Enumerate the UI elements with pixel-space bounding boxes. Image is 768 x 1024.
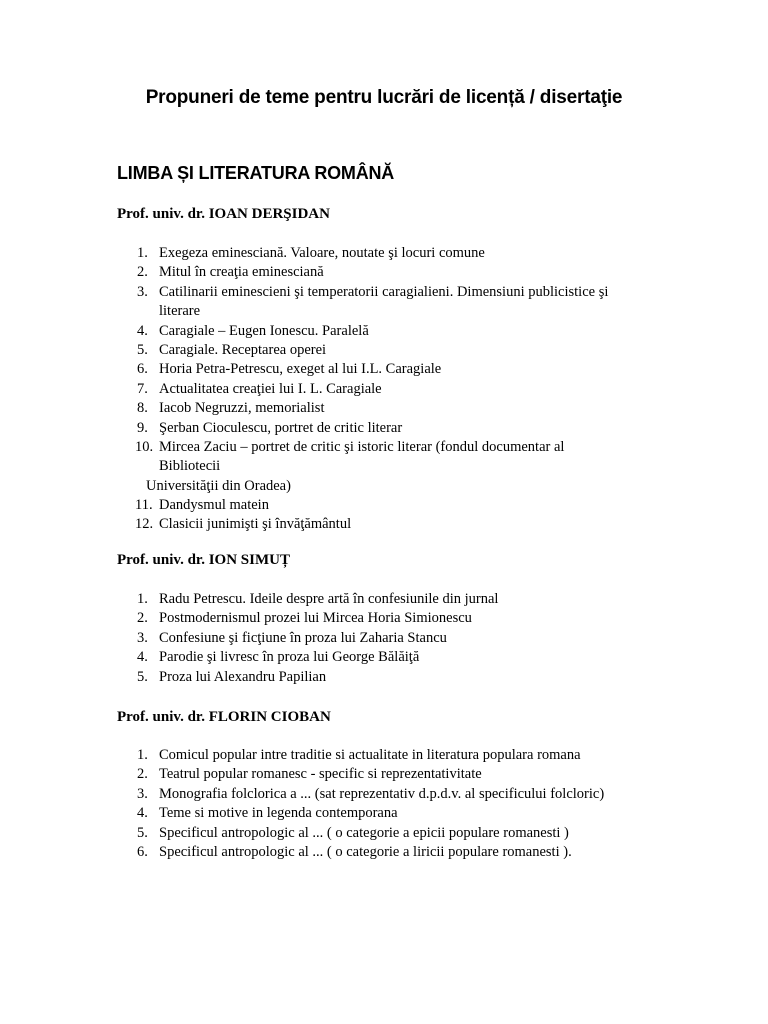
list-item: 9. Şerban Cioculescu, portret de critic literar bbox=[137, 419, 403, 436]
list-item-continuation: Universităţii din Oradea) bbox=[146, 477, 291, 494]
list-item: 12. Clasicii junimişti şi învăţământul bbox=[135, 516, 352, 533]
professor-heading: Prof. univ. dr. ION SIMUȚ bbox=[117, 552, 290, 568]
topic-list bbox=[0, 590, 768, 687]
list-item: 5. Proza lui Alexandru Papilian bbox=[137, 668, 327, 685]
list-item: 3. Monografia folclorica a ... (sat reprezentativ d.p.d.v. al specificului folcloric) bbox=[137, 785, 605, 802]
list-item: 5. Specificul antropologic al ... ( o categorie a epicii populare romanesti ) bbox=[137, 824, 569, 841]
section-title: LIMBA ȘI LITERATURA ROMÂNĂ bbox=[117, 163, 395, 183]
list-item: 4. Teme si motive in legenda contemporana bbox=[137, 805, 398, 822]
list-item-continuation: Bibliotecii bbox=[159, 458, 221, 475]
list-item: 7. Actualitatea creaţiei lui I. L. Caragiale bbox=[137, 380, 382, 397]
list-item: 2. Teatrul popular romanesc - specific si reprezentativitate bbox=[137, 766, 482, 783]
list-item: 1. Exegeza eminesciană. Valoare, noutate şi locuri comune bbox=[137, 245, 485, 261]
list-item: 4. Caragiale – Eugen Ionescu. Paralelă bbox=[137, 322, 369, 339]
list-item: 8. Iacob Negruzzi, memorialist bbox=[137, 400, 325, 417]
list-item: 1. Comicul popular intre traditie si actualitate in literatura populara romana bbox=[137, 747, 581, 763]
list-item: 2. Mitul în creaţia eminesciană bbox=[137, 264, 324, 281]
professor-heading: Prof. univ. dr. FLORIN CIOBAN bbox=[117, 709, 331, 725]
list-item: 3. Confesiune şi ficţiune în proza lui Zaharia Stancu bbox=[137, 629, 447, 646]
page-title: Propuneri de teme pentru lucrări de licență / disertaţie bbox=[145, 87, 623, 108]
list-item: 2. Postmodernismul prozei lui Mircea Horia Simionescu bbox=[137, 610, 472, 627]
list-item: 10. Mircea Zaciu – portret de critic şi istoric literar (fondul documentar al bbox=[135, 438, 565, 455]
list-item-continuation: literare bbox=[159, 303, 201, 320]
topic-list bbox=[0, 244, 768, 535]
list-item: 1. Radu Petrescu. Ideile despre artă în confesiunile din jurnal bbox=[137, 591, 499, 607]
list-item: 5. Caragiale. Receptarea operei bbox=[137, 341, 327, 358]
list-item: 4. Parodie şi livresc în proza lui George Bălăiţă bbox=[137, 649, 420, 666]
list-item: 6. Specificul antropologic al ... ( o categorie a liricii populare romanesti ). bbox=[137, 843, 572, 860]
list-item: 6. Horia Petra-Petrescu, exeget al lui I.L. Caragiale bbox=[137, 361, 442, 378]
topic-list bbox=[0, 746, 768, 862]
list-item: 3. Catilinarii eminescieni şi temperatorii caragialieni. Dimensiuni publicistice şi bbox=[137, 283, 609, 300]
professor-heading: Prof. univ. dr. IOAN DERŞIDAN bbox=[117, 206, 330, 222]
list-item: 11. Dandysmul matein bbox=[135, 497, 269, 514]
